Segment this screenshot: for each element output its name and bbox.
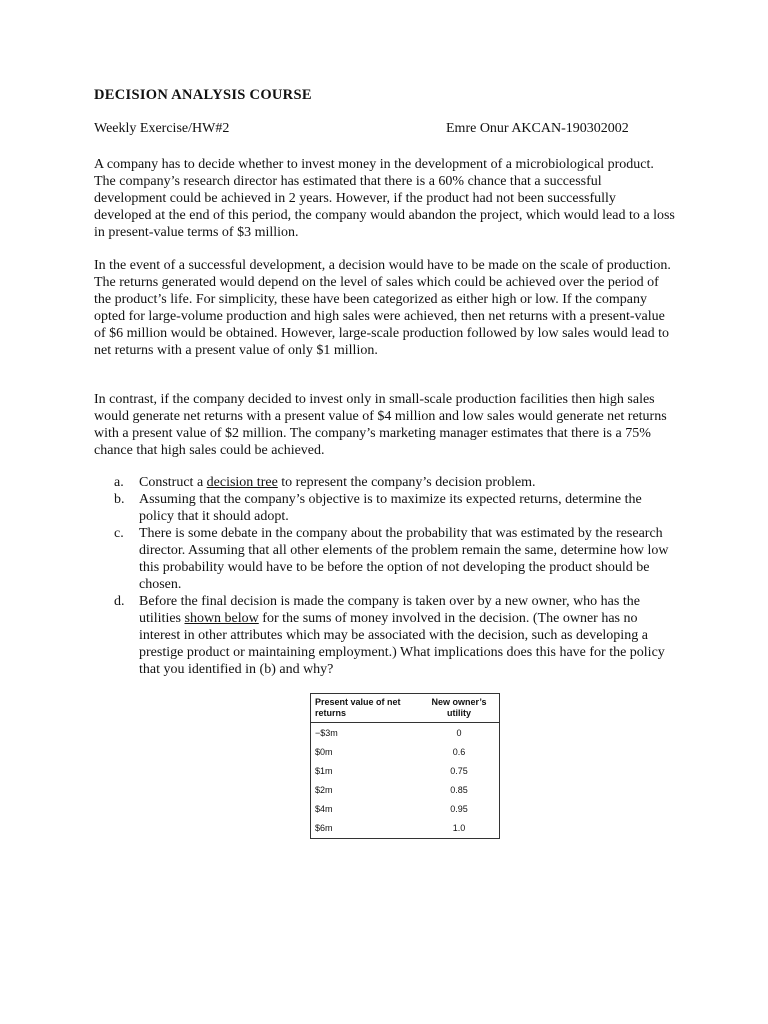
decision-tree-link[interactable]: decision tree xyxy=(206,475,278,490)
utility-cell: 0.95 xyxy=(450,804,468,814)
question-b-text: Assuming that the company’s objective is to maximize its expected returns, determine the policy that it should adopt. xyxy=(139,492,642,524)
table-row xyxy=(311,819,500,839)
assignment-line xyxy=(94,121,674,137)
utility-cell: 0.75 xyxy=(450,766,468,776)
table-row xyxy=(311,800,500,819)
table-row xyxy=(311,762,500,781)
question-marker: b. xyxy=(114,492,125,507)
utility-cell: 1.0 xyxy=(452,823,466,833)
author-label: Emre Onur AKCAN-190302002 xyxy=(446,121,629,136)
utility-cell: 0 xyxy=(456,728,462,738)
table-row xyxy=(311,723,500,744)
table-header-row xyxy=(311,694,500,723)
paragraph-intro: A company has to decide whether to invest money in the development of a microbiological product. The company’s research director has estimated that there is a 60% chance that a successful development could be achieved in 2 years. However, if the product had not been successfully developed at the end of this period, the company would abandon the project, which would lead to a loss in present-value terms of $3 million. xyxy=(94,157,675,240)
table-row xyxy=(311,781,500,800)
returns-cell: $4m xyxy=(315,804,333,814)
returns-cell: $6m xyxy=(315,823,333,833)
column-header-returns: Present value of net returns xyxy=(311,694,419,723)
question-marker: c. xyxy=(114,526,124,541)
table-row xyxy=(311,743,500,762)
question-c-text: There is some debate in the company about the probability that was estimated by the research director. Assuming that all other elements of the problem remain the same, determine how low this probability would have to be before the option of not developing the product should be chosen. xyxy=(139,526,669,592)
returns-cell: $0m xyxy=(315,747,333,757)
question-d xyxy=(94,593,676,678)
question-marker: d. xyxy=(114,594,125,609)
question-list xyxy=(94,474,676,678)
column-header-utility: New owner’s utility xyxy=(418,694,500,723)
question-marker: a. xyxy=(114,475,124,490)
question-b xyxy=(94,491,676,525)
returns-cell: $2m xyxy=(315,785,333,795)
question-d-text-start: Before the final decision is made the company is taken over by a new owner, who has the utilities xyxy=(139,594,640,626)
exercise-label: Weekly Exercise/HW#2 xyxy=(94,121,230,136)
course-title: DECISION ANALYSIS COURSE xyxy=(94,87,312,103)
utility-cell: 0.85 xyxy=(450,785,468,795)
question-a-text-end: to represent the company’s decision problem. xyxy=(277,475,536,490)
utility-cell: 0.6 xyxy=(452,747,466,757)
question-a-text-start: Construct a xyxy=(139,475,207,490)
question-c xyxy=(94,525,676,593)
returns-cell: $1m xyxy=(315,766,333,776)
question-d-text-end: for the sums of money involved in the decision. (The owner has no interest in other attributes which may be associated with the decision, such as developing a prestige product or maintaining employment.) What implications does this have for the policy that you identified in (b) and why? xyxy=(139,611,665,677)
utility-table xyxy=(310,693,500,839)
returns-cell: −$3m xyxy=(315,728,338,738)
paragraph-production: In the event of a successful development, a decision would have to be made on the scale of production. The returns generated would depend on the level of sales which could be achieved over the period of the product’s life. For simplicity, these have been categorized as either high or low. If the company opted for large-volume production and high sales were achieved, then net returns with a present-value of $6 million would be obtained. However, large-scale production followed by low sales would lead to net returns with a present value of only $1 million. xyxy=(94,258,671,358)
question-a xyxy=(94,474,676,491)
shown-below-link[interactable]: shown below xyxy=(184,611,259,626)
paragraph-small-scale: In contrast, if the company decided to invest only in small-scale production facilities then high sales would generate net returns with a present value of $4 million and low sales would generate net returns with a present value of $2 million. The company’s marketing manager estimates that there is a 75% chance that high sales could be achieved. xyxy=(94,392,667,458)
